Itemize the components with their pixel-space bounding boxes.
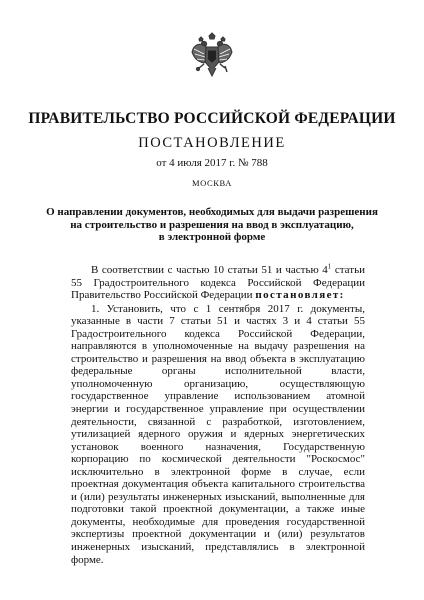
preamble-text: В соответствии с частью 10 статьи 51 и частью 4 (91, 264, 328, 276)
superscript: 1 (327, 262, 332, 271)
preamble-paragraph (71, 264, 365, 302)
subject-line: в электронной форме (158, 231, 266, 243)
coat-of-arms-emblem (190, 32, 234, 78)
document-type: ПОСТАНОВЛЕНИЕ (138, 135, 286, 151)
clause-paragraph: 1. Установить, что с 1 сентября 2017 г. документы, указанные в части 7 статьи 51 и частях 3 и 4 статьи 55 Градостроительного кодекса Российской Федерации, направляются в уполномоченные на выдачу разрешения на строительство и разрешения на ввод объекта в эксплуатацию федеральные органы исполнительной власти, уполномоченную организацию, осуществляющую государственное управление использованием атомной энергии и государственное управление при осуществлении деятельности, связанной с разработкой, изготовлением, утилизацией ядерного оружия и ядерных энергетических установок военного назначения, Государственную корпорацию по космической деятельности "Роскосмос" исключительно в электронной форме в случае, если проектная документация объекта капитального строительства и (или) результаты инженерных изысканий, выполненные для подготовки такой проектной документации, а также иные документы, необходимые для проведения государственной экспертизы проектной документации и (или) результатов инженерных изысканий, представлялись в электронной форме. (71, 302, 365, 566)
subject-line: на строительство и разрешения на ввод в эксплуатацию, (70, 218, 354, 231)
document-subject (40, 206, 384, 244)
subject-line: О направлении документов, необходимых для выдачи разрешения (46, 206, 378, 218)
government-title: ПРАВИТЕЛЬСТВО РОССИЙСКОЙ ФЕДЕРАЦИИ (28, 110, 396, 127)
preamble-text: статьи 55 Градостроительного кодекса Российской Федерации Правительство Российской Федерации (71, 264, 365, 302)
decree-word: постановляет: (255, 289, 345, 302)
city: МОСКВА (191, 178, 232, 188)
date-and-number: от 4 июля 2017 г. № 788 (156, 157, 268, 169)
document-body (71, 264, 365, 566)
